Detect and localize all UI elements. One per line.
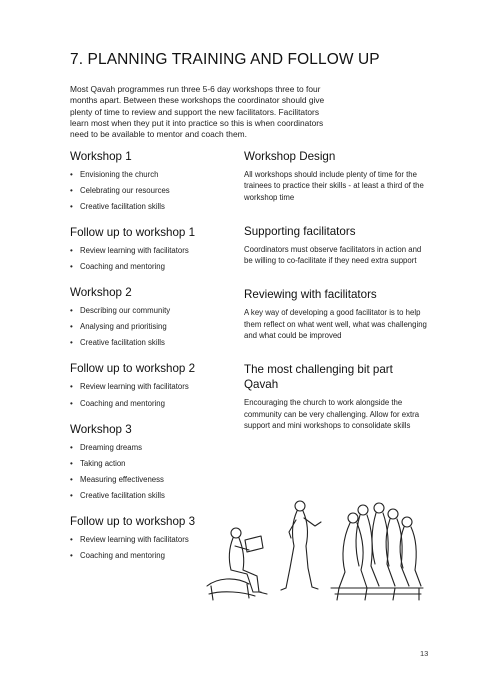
guidance-section xyxy=(244,224,429,267)
workshop-block xyxy=(70,225,245,272)
list-item: • Celebrating our resources xyxy=(70,186,245,196)
list-item: • Creative facilitation skills xyxy=(70,338,245,348)
workshop-heading: Workshop 3 xyxy=(70,422,132,436)
guidance-section xyxy=(244,362,429,431)
list-item: • Coaching and mentoring xyxy=(70,399,245,409)
section-heading: The most challenging bit part Qavah xyxy=(244,363,393,392)
list-item: • Creative facilitation skills xyxy=(70,491,245,501)
guidance-section xyxy=(244,149,429,203)
workshop-block xyxy=(70,149,245,212)
list-item: • Describing our community xyxy=(70,306,245,316)
workshop-block xyxy=(70,285,245,348)
list-item: • Analysing and prioritising xyxy=(70,322,245,332)
list-item: • Coaching and mentoring xyxy=(70,262,245,272)
workshop-block xyxy=(70,361,245,408)
list-item: • Envisioning the church xyxy=(70,170,245,180)
section-body: A key way of developing a good facilitator is to help them reflect on what went well, what was challenging and what could be improved xyxy=(244,308,427,341)
workshop-sketch-illustration xyxy=(203,488,425,604)
list-item: • Coaching and mentoring xyxy=(70,551,245,561)
workshop-heading: Follow up to workshop 2 xyxy=(70,362,196,376)
section-body: Encouraging the church to work alongside the community can be very challenging. Allow for extra support and mini workshops to consolidate skills xyxy=(244,398,420,430)
section-heading: Supporting facilitators xyxy=(244,224,356,238)
guidance-section xyxy=(244,287,429,341)
workshop-list xyxy=(70,306,245,348)
workshop-list xyxy=(70,246,245,272)
section-body: Coordinators must observe facilitators in action and be willing to co-facilitate if they need extra support xyxy=(244,244,422,266)
workshop-heading: Follow up to workshop 3 xyxy=(70,514,196,528)
section-body: All workshops should include plenty of time for the trainees to practice their skills - at least a third of the workshop time xyxy=(244,170,424,202)
guidance-column xyxy=(244,149,429,452)
list-item: • Creative facilitation skills xyxy=(70,202,245,212)
section-heading: Workshop Design xyxy=(244,150,336,163)
intro-paragraph: Most Qavah programmes run three 5-6 day workshops three to four months apart. Between these workshops the coordinator should give plenty of time to review and support the new facilitators. Facilitators learn most when they put it into practice so this is when coordinators need to be available to mentor and coach them. xyxy=(70,84,325,140)
list-item: • Review learning with facilitators xyxy=(70,535,245,545)
list-item: • Measuring effectiveness xyxy=(70,475,245,485)
list-item: • Review learning with facilitators xyxy=(70,382,245,392)
workshop-heading: Follow up to workshop 1 xyxy=(70,226,196,240)
list-item: • Review learning with facilitators xyxy=(70,246,245,256)
workshop-heading: Workshop 1 xyxy=(70,150,132,163)
section-heading: Reviewing with facilitators xyxy=(244,288,377,302)
list-item: • Dreaming dreams xyxy=(70,443,245,453)
list-item: • Taking action xyxy=(70,459,245,469)
workshop-list xyxy=(70,170,245,212)
page-title: 7. PLANNING TRAINING AND FOLLOW UP xyxy=(70,51,380,68)
workshop-heading: Workshop 2 xyxy=(70,286,132,300)
workshop-list xyxy=(70,382,245,408)
page-number: 13 xyxy=(420,649,429,658)
